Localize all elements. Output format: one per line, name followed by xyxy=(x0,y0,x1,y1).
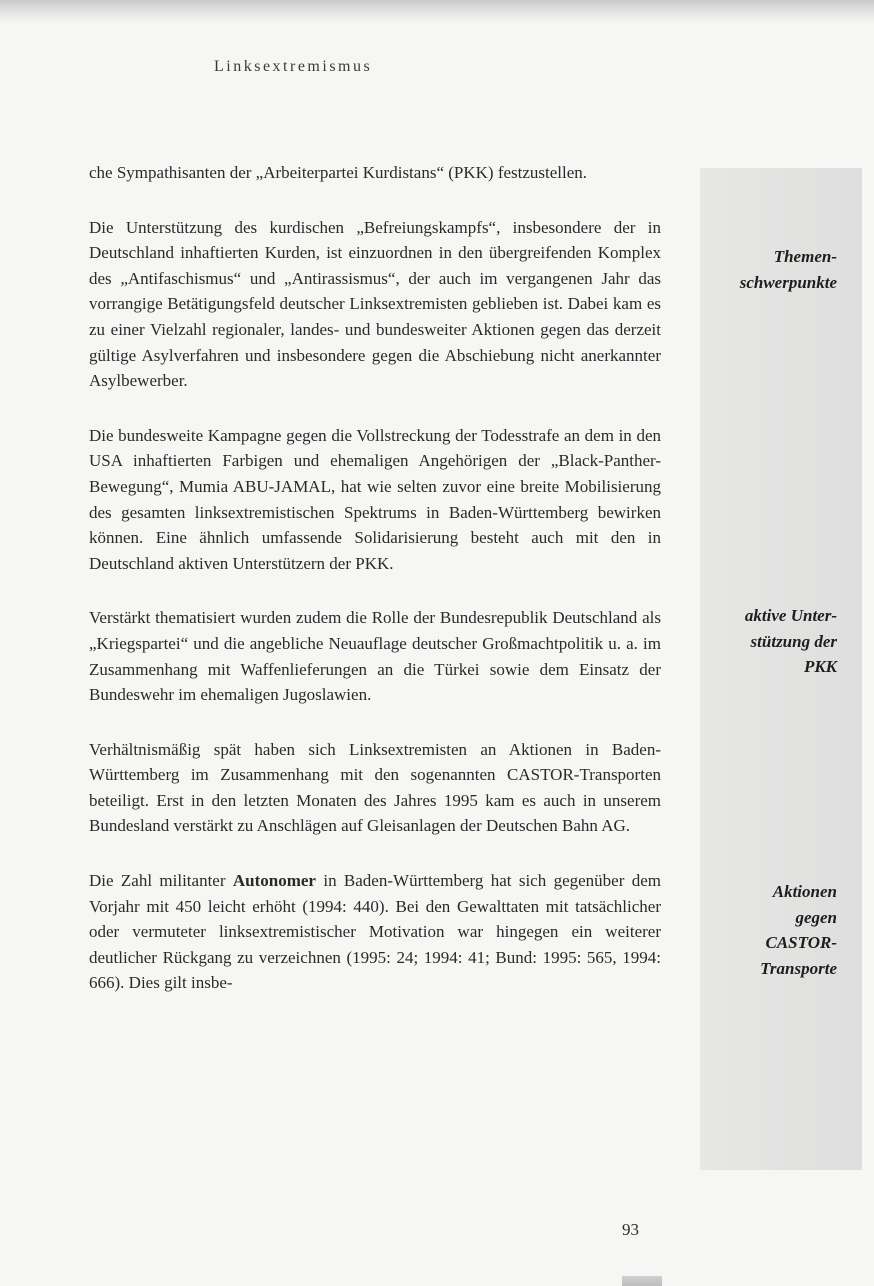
side-note-line: PKK xyxy=(803,657,837,677)
side-note-line: stützung der xyxy=(750,631,837,651)
paragraph-mumia-kampagne: Die bundesweite Kampagne gegen die Vollstreckung der Todesstrafe an dem in den USA inhaftierten Farbigen und ehemaligen Angehörigen der „Black-Panther-Bewegung“, Mumia ABU-JAMAL, hat wie selten zuvor eine breite Mobilisierung des gesamten linksextremistischen Spektrums in Baden-Württemberg bewirken können. Eine ähnlich umfassende Solidarisierung besteht auch mit den in Deutschland aktiven Unterstützern der PKK. xyxy=(89,425,661,573)
scan-bottom-mark xyxy=(622,1276,662,1286)
paragraph-pkk-sympathisanten: che Sympathisanten der „Arbeiterpartei Kurdistans“ (PKK) festzustellen. xyxy=(89,163,588,182)
paragraph-befreiungskampf: Die Unterstützung des kurdischen „Befreiungskampfs“, insbesondere der in Deutschland inhaftierten Kurden, ist einzuordnen in den übergreifenden Komplex des „Antifaschismus“ und „Antirassismus“, der auch im vergangenen Jahr das vorrangige Betätigungsfeld deutscher Linksextremisten geblieben ist. Dabei kam es zu einer Vielzahl regionaler, landes- und bundesweiter Aktionen gegen das derzeit gültige Asylverfahren und insbesondere gegen die Abschiebung nicht anerkannter Asylbewerber. xyxy=(89,217,661,391)
page-number: 93 xyxy=(622,1220,639,1239)
paragraph-autonome xyxy=(89,868,661,996)
side-note-aktive-unterstuetzung xyxy=(687,603,837,680)
body-text xyxy=(89,160,661,1025)
side-note-line: Aktionen xyxy=(772,882,837,901)
autonome-text-before: Die Zahl militanter xyxy=(89,871,233,891)
side-note-line: aktive Unter- xyxy=(744,606,837,625)
autonome-bold-term: Autonomer xyxy=(232,871,316,891)
paragraph-castor: Verhältnismäßig spät haben sich Linksextremisten an Aktionen in Baden-Württemberg im Zusammenhang mit den sogenannten CASTOR-Transporten beteiligt. Erst in den letzten Monaten des Jahres 1995 kam es auch in unserem Bundesland verstärkt zu Anschlägen auf Gleisanlagen der Deutschen Bahn AG. xyxy=(89,739,661,836)
side-note-line: Transporte xyxy=(760,958,837,978)
autonome-text-after: in Baden-Württemberg hat sich gegenüber dem Vorjahr mit 450 leicht erhöht (1994: 440). Bei den Gewalttaten mit tatsächlicher oder vermuteter linksextremistischer Motivation war hingegen ein weiterer deutlicher Rückgang zu verzeichnen (1995: 24; 1994: 41; Bund: 1995: 565, 1994: 666). Dies gilt insbe- xyxy=(89,871,661,993)
paragraph-kriegspartei: Verstärkt thematisiert wurden zudem die Rolle der Bundesrepublik Deutschland als „Kriegspartei“ und die angebliche Neuauflage deutscher Großmachtpolitik u. a. im Zusammenhang mit Waffenlieferungen an die Türkei sowie dem Einsatz der Bundeswehr im ehemaligen Jugoslawien. xyxy=(89,608,661,705)
side-note-line: Themen- xyxy=(773,247,837,266)
side-note-castor-transporte xyxy=(687,879,837,981)
side-note-line: schwerpunkte xyxy=(739,272,837,292)
running-head: Linksextremismus xyxy=(214,58,373,75)
side-note-line: gegen xyxy=(795,907,837,927)
scan-top-shadow xyxy=(0,0,874,24)
side-note-themenschwerpunkte xyxy=(687,244,837,295)
side-note-line: CASTOR- xyxy=(765,933,837,953)
